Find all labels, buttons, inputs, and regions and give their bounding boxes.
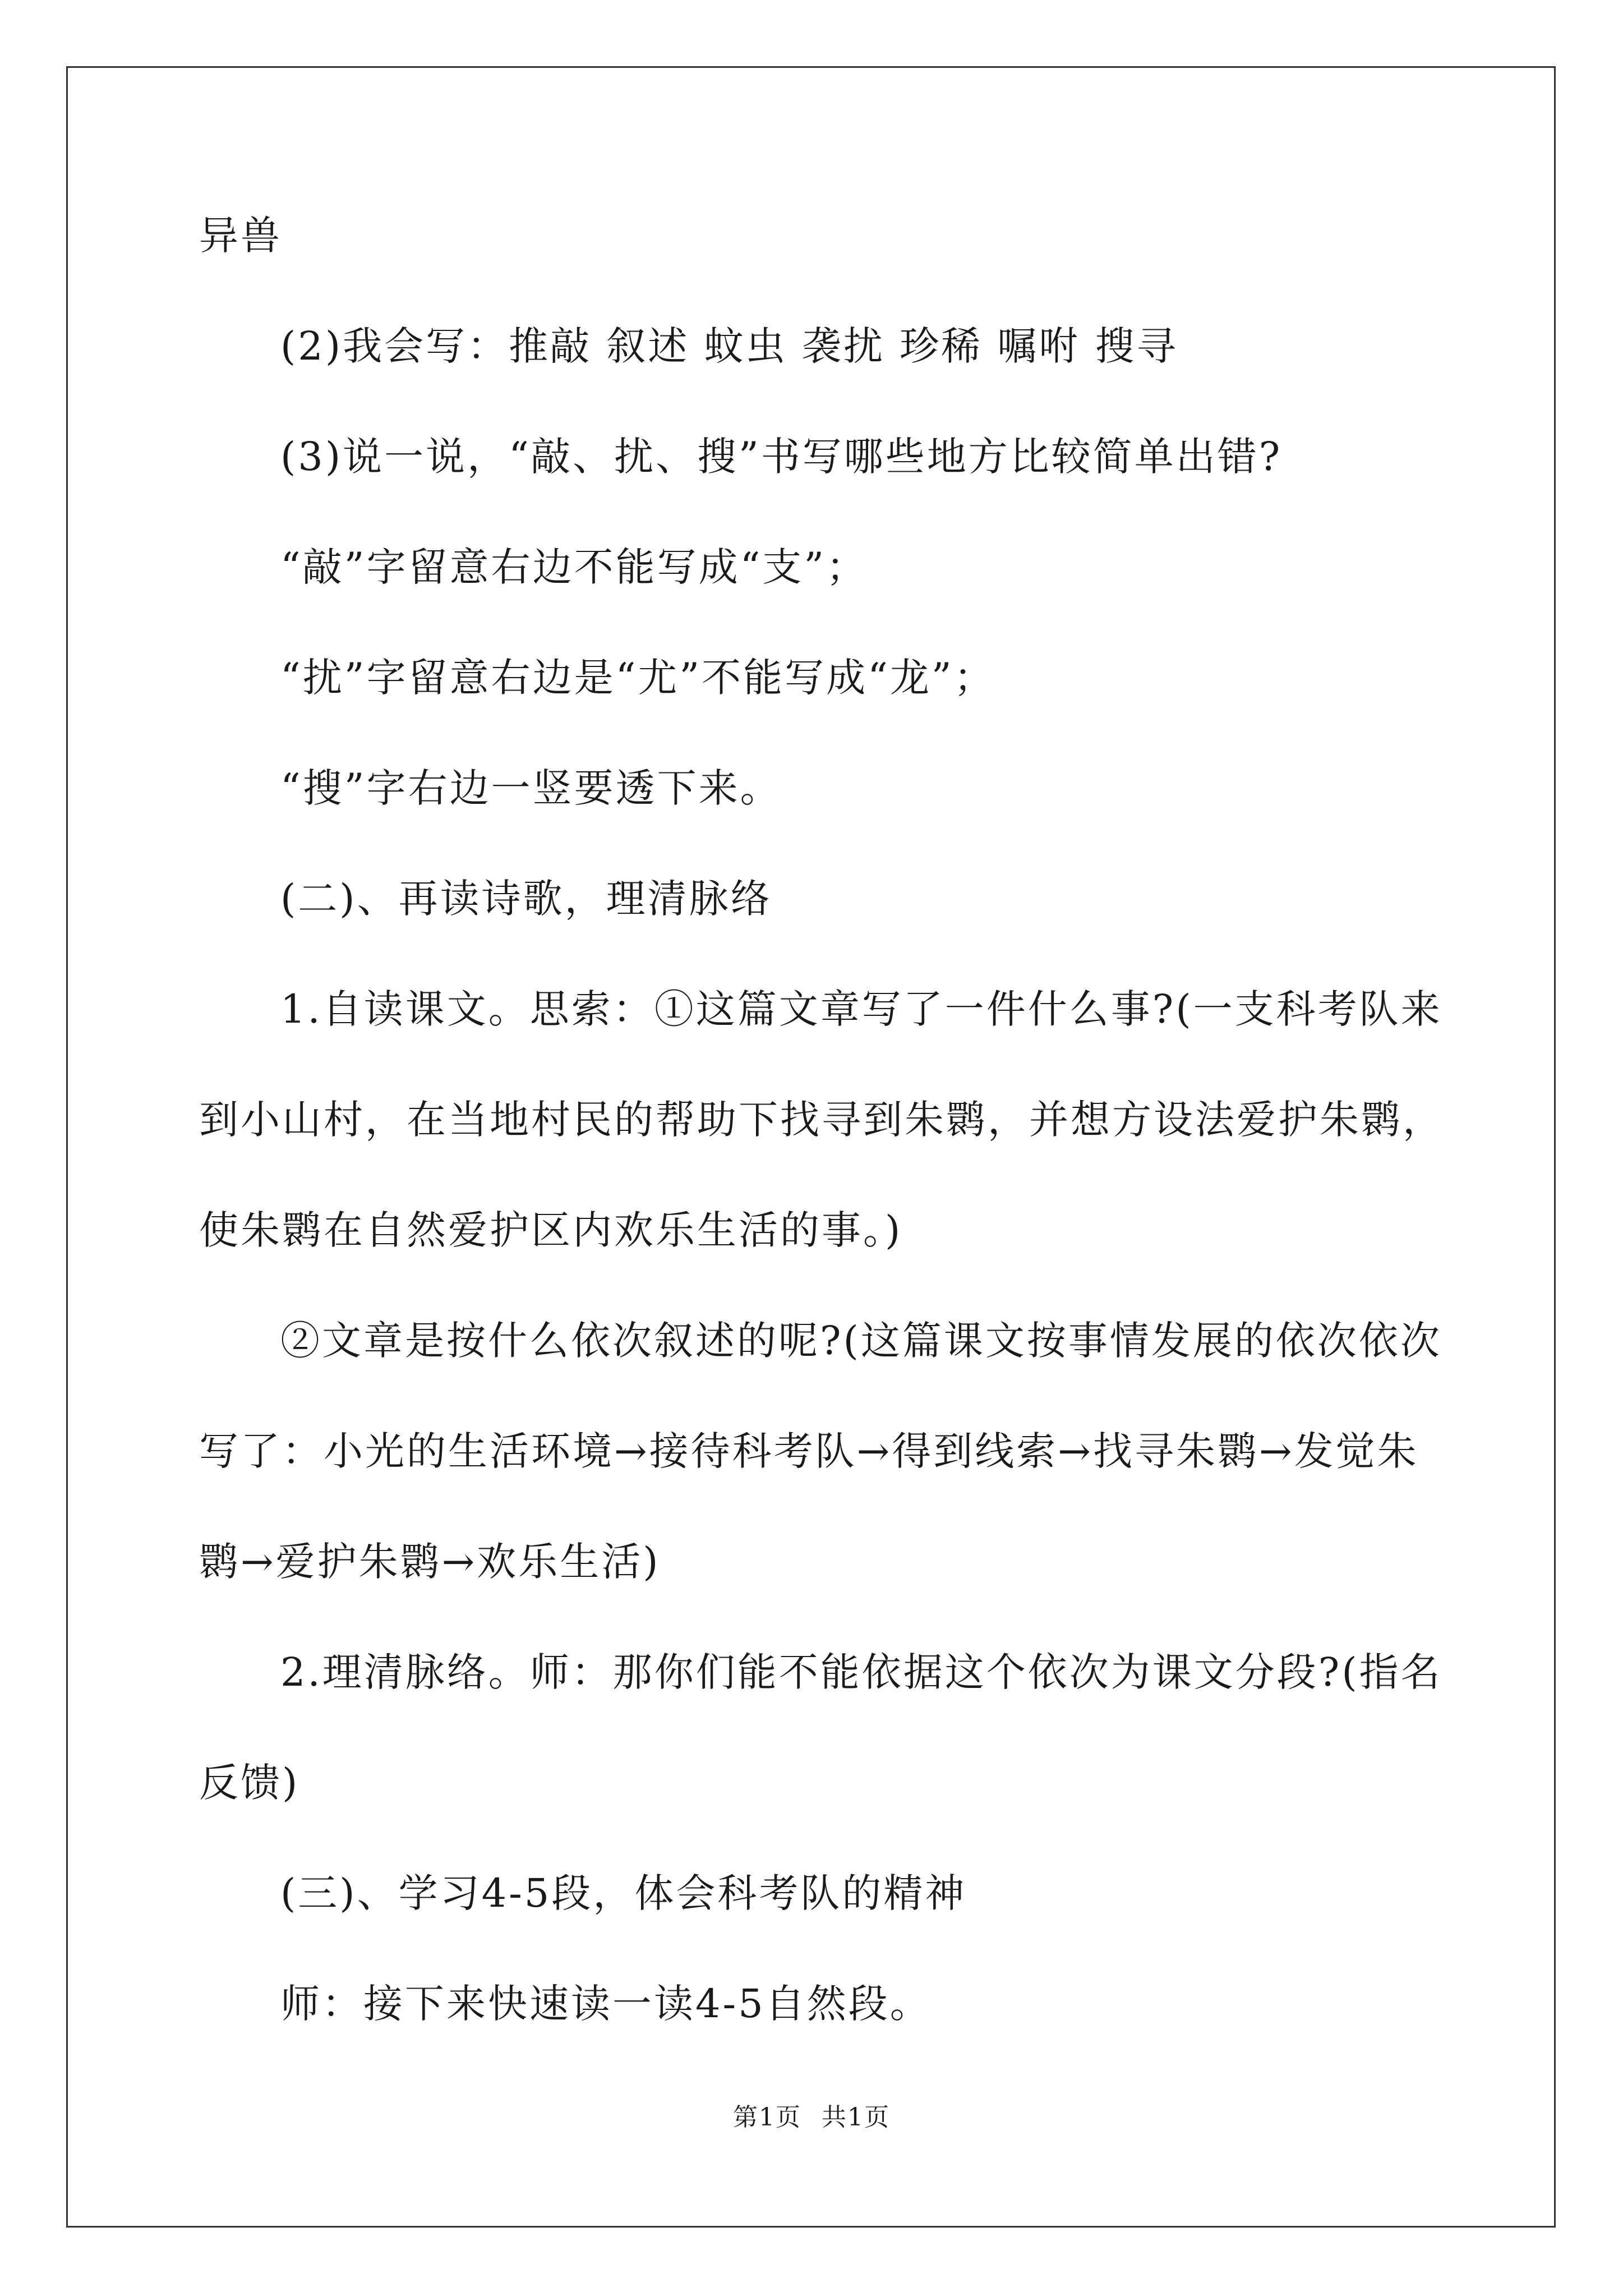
text-line: 2.理清脉络。师：那你们能不能依据这个依次为课文分段?(指名 — [280, 1649, 1442, 1695]
text-line: “扰”字留意右边是“尤”不能写成“龙”； — [280, 655, 995, 701]
text-line: ②文章是按什么依次叙述的呢?(这篇课文按事情发展的依次依次 — [280, 1318, 1442, 1364]
page-footer — [0, 2101, 1623, 2134]
text-line: 异兽 — [199, 213, 282, 259]
page-number: 第1页 — [733, 2103, 801, 2132]
text-line: 1.自读课文。思索：①这篇文章写了一件什么事?(一支科考队来 — [280, 986, 1442, 1032]
page-total: 共1页 — [822, 2103, 890, 2132]
text-line: 到小山村，在当地村民的帮助下找寻到朱鹮，并想方设法爱护朱鹮， — [199, 1097, 1444, 1143]
text-line: (2)我会写：推敲 叙述 蚊虫 袭扰 珍稀 嘱咐 搜寻 — [280, 323, 1178, 369]
text-line: 师：接下来快速读一读4-5自然段。 — [280, 1981, 932, 2027]
text-line: “搜”字右边一竖要透下来。 — [280, 765, 782, 811]
text-line: (3)说一说，“敲、扰、搜”书写哪些地方比较简单出错? — [280, 434, 1283, 480]
text-line: 鹮→爱护朱鹮→欢乐生活) — [199, 1539, 661, 1585]
text-line: 使朱鹮在自然爱护区内欢乐生活的事。) — [199, 1207, 903, 1253]
section-heading: (二)、再读诗歌，理清脉络 — [280, 876, 772, 922]
text-line: “敲”字留意右边不能写成“支”； — [280, 544, 868, 590]
text-line: 写了：小光的生活环境→接待科考队→得到线索→找寻朱鹮→发觉朱 — [199, 1428, 1419, 1474]
section-heading: (三)、学习4-5段，体会科考队的精神 — [280, 1870, 967, 1916]
text-line: 反馈) — [199, 1760, 300, 1806]
